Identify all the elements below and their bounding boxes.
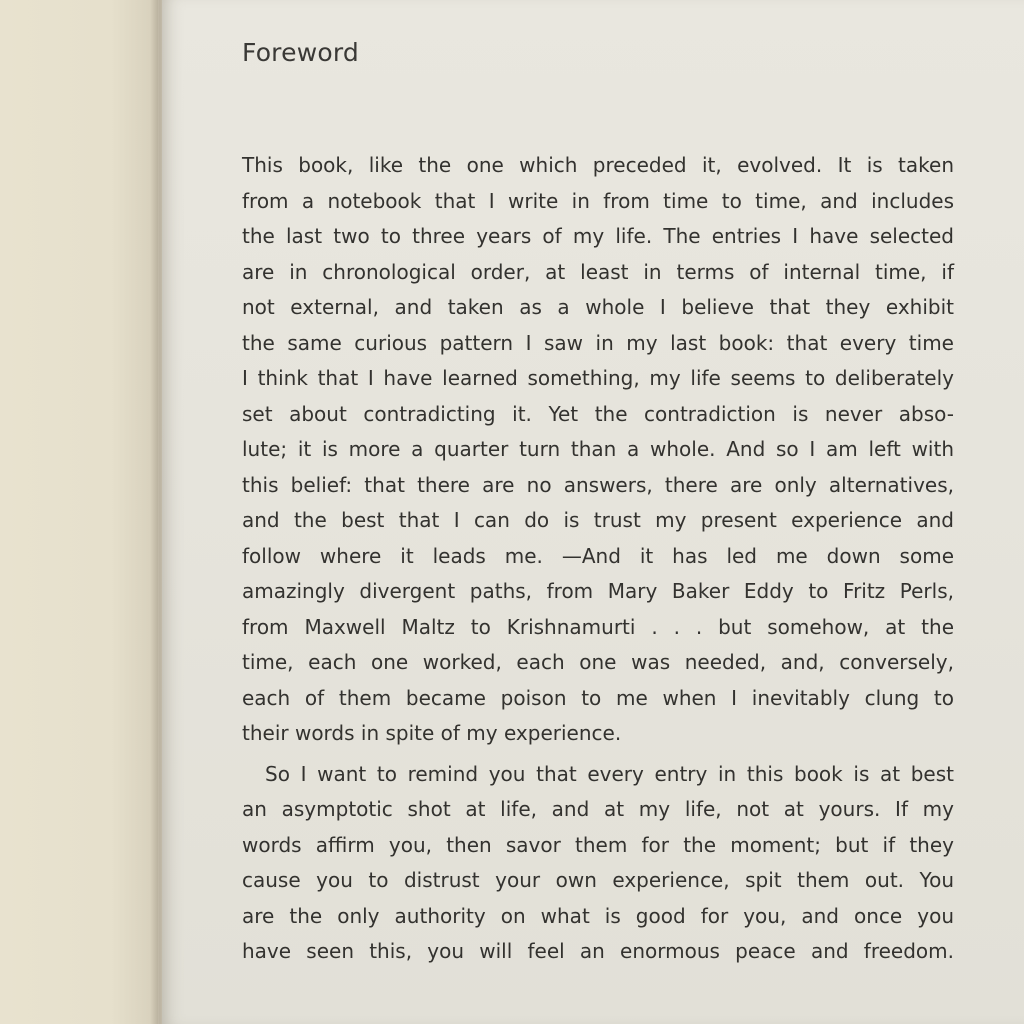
text-line: the last two to three years of my life. The entries I have selected bbox=[242, 224, 954, 248]
text-line: the same curious pattern I saw in my last book: that every time bbox=[242, 330, 954, 355]
text-line: words affirm you, then savor them for the moment; but if they bbox=[242, 832, 954, 857]
text-line: lute; it is more a quarter turn than a whole. And so I am left with bbox=[242, 437, 954, 461]
left-page-edge bbox=[0, 0, 158, 1024]
text-line: this belief: that there are no answers, there are only alternatives, bbox=[242, 472, 954, 497]
text-line: are in chronological order, at least in terms of internal time, if bbox=[242, 259, 954, 284]
text-line: follow where it leads me. —And it has led me down some bbox=[242, 543, 954, 568]
text-line: are the only authority on what is good for you, and once you bbox=[242, 903, 954, 928]
book-page bbox=[162, 0, 1024, 1024]
text-line: each of them became poison to me when I inevitably clung to bbox=[242, 685, 954, 710]
text-line: This book, like the one which preceded it, evolved. It is taken bbox=[242, 153, 954, 177]
body-text bbox=[242, 148, 954, 970]
text-line: set about contradicting it. Yet the contradiction is never abso- bbox=[242, 401, 954, 426]
text-line: cause you to distrust your own experience, spit them out. You bbox=[242, 868, 954, 892]
page-title: Foreword bbox=[242, 38, 359, 67]
text-line: from a notebook that I write in from time to time, and includes bbox=[242, 188, 954, 213]
text-line: So I want to remind you that every entry in this book is at best bbox=[265, 761, 954, 786]
text-line: and the best that I can do is trust my present experience and bbox=[242, 508, 954, 532]
paragraph-1 bbox=[242, 148, 954, 752]
paragraph-2 bbox=[242, 757, 954, 970]
text-line: their words in spite of my experience. bbox=[242, 721, 622, 745]
text-line: time, each one worked, each one was needed, and, conversely, bbox=[242, 650, 954, 674]
text-line: have seen this, you will feel an enormous peace and freedom. bbox=[242, 939, 954, 963]
text-line: not external, and taken as a whole I believe that they exhibit bbox=[242, 295, 954, 319]
text-line: from Maxwell Maltz to Krishnamurti . . . but somehow, at the bbox=[242, 614, 954, 639]
text-line: I think that I have learned something, my life seems to deliberately bbox=[242, 366, 954, 390]
text-line: amazingly divergent paths, from Mary Baker Eddy to Fritz Perls, bbox=[242, 579, 954, 603]
text-line: an asymptotic shot at life, and at my life, not at yours. If my bbox=[242, 797, 954, 821]
